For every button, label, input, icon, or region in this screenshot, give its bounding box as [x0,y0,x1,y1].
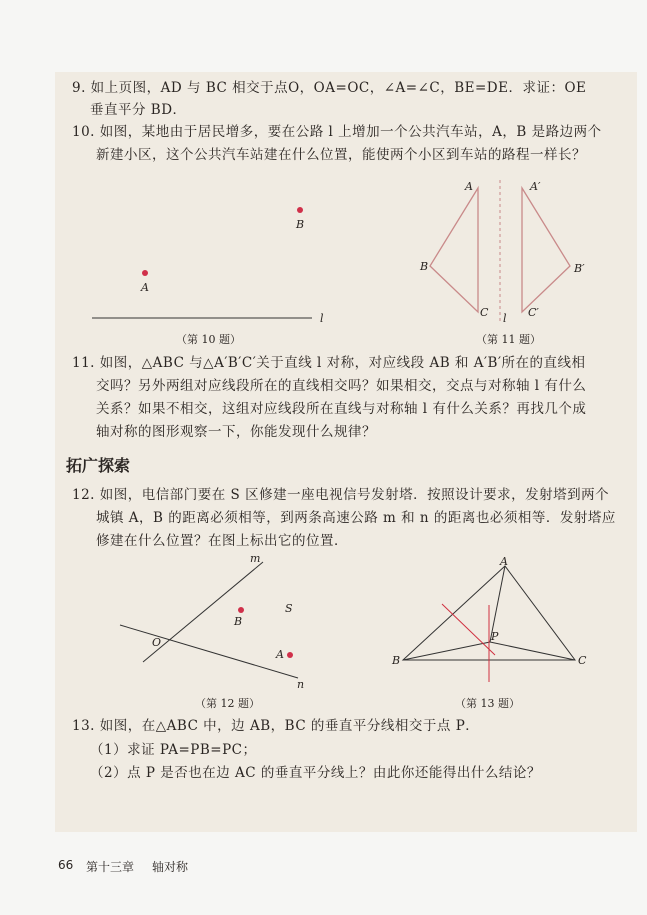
label-b-prime: B′ [574,262,585,275]
label-a: A [465,180,473,193]
problem-11-line4: 轴对称的图形观察一下，你能发现什么规律？ [96,424,376,440]
figure-12 [120,552,304,691]
problem-11-line2: 交吗？另外两组对应线段所在的直线相交吗？如果相交，交点与对称轴 l 有什么 [96,378,587,394]
label-l: l [503,312,507,325]
figure-11-caption: （第 11 题） [476,333,541,346]
label-n: n [297,678,305,691]
figure-10-caption: （第 10 题） [176,333,241,346]
point-a [287,652,293,658]
road-n [120,625,298,678]
figure-12-caption: （第 12 题） [195,697,260,710]
label-a: A [276,648,284,661]
bisector-ab [442,604,495,655]
label-c: C [578,654,587,667]
point-a [142,270,148,276]
label-b: B [234,615,243,628]
problem-11-line3: 关系？如果不相交，这组对应线段所在直线与对称轴 l 有什么关系？再找几个成 [96,401,587,417]
chapter-label: 第十三章 [86,860,135,874]
problem-9-line2: 垂直平分 BD． [90,102,187,118]
chapter-title: 轴对称 [152,860,189,874]
label-b: B [392,654,401,667]
figure-13 [391,555,587,682]
problem-13-part2: （2）点 P 是否也在边 AC 的垂直平分线上？由此你还能得出什么结论？ [90,765,541,781]
figure-11 [419,180,585,325]
problem-12-line3: 修建在什么位置？在图上标出它的位置． [96,533,348,549]
label-s: S [285,602,293,615]
triangle-abc [430,188,478,312]
problem-13-line1: 13. 如图，在△ABC 中，边 AB，BC 的垂直平分线相交于点 P． [72,718,480,734]
problem-12-line2: 城镇 A，B 的距离必须相等，到两条高速公路 m 和 n 的距离也必须相等．发射塔应 [96,510,616,526]
segment-pc [490,642,575,660]
point-b [238,607,244,613]
figure-13-caption: （第 13 题） [455,697,520,710]
segment-pb [403,642,490,660]
point-b [297,207,303,213]
problem-10-line1: 10. 如图，某地由于居民增多，要在公路 l 上增加一个公共汽车站，A，B 是路边两个 [72,124,602,140]
label-a: A [500,555,508,568]
label-a-prime: A′ [530,180,541,193]
label-c-prime: C′ [528,306,539,319]
label-o: O [152,636,162,649]
label-c: C [480,306,489,319]
label-b: B [420,260,429,273]
label-b: B [296,218,305,231]
problem-10-line2: 新建小区，这个公共汽车站建在什么位置，能使两个小区到车站的路程一样长？ [96,147,586,163]
page-number: 66 [58,858,74,872]
label-p: P [491,630,499,643]
triangle-abc-prime [522,188,570,312]
label-l: l [320,312,324,325]
section-heading: 拓广探索 [66,456,131,475]
label-m: m [250,552,261,565]
problem-12-line1: 12. 如图，电信部门要在 S 区修建一座电视信号发射塔．按照设计要求，发射塔到两个 [72,487,610,503]
label-a: A [141,281,149,294]
problem-11-line1: 11. 如图，△ABC 与△A′B′C′关于直线 l 对称，对应线段 AB 和 A′B′所在的直线相 [72,355,586,371]
figure-10 [92,207,324,325]
problem-9-line1: 9. 如上页图，AD 与 BC 相交于点O，OA=OC，∠A=∠C，BE=DE．求证：OE [72,80,587,96]
problem-13-part1: （1）求证 PA=PB=PC； [90,742,257,758]
